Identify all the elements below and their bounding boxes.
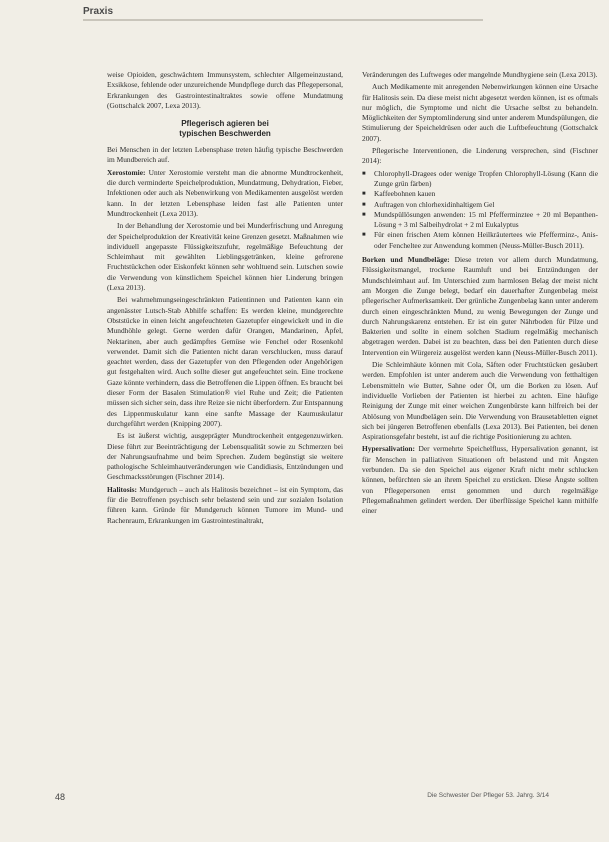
left-column (107, 70, 343, 528)
paragraph-text: Diese treten vor allem durch Mundatmung, Flüssigkeitsmangel, trockene Raumluft und bei Entzündungen der Mundschleimhaut auf. Im Unterschied zum harmlosen Belag der meist nicht am Morgen die Zunge belegt, bedarf ein dauerhafter Zungenbelag meist pflegerischer Aufmerksamkeit. Der grünliche Zungenbelag kann unter anderem durch einen eingeschränkten Mund, zu wenig Bewegungen der Zunge und durch Nahrungskarenz entstehen. Er ist ein guter Nährboden für Pilze und Bakterien und sollte in einem solchen Stadium regelmäßig mechanisch abgetragen werden. Dabei ist zu beachten, dass bei den Patienten durch diese Intervention ein Würgereiz ausgelöst werden kann (Neuss-Müller-Busch 2011). (362, 255, 598, 357)
intro-paragraph: weise Opioiden, geschwächtem Immunsystem, schlechter Allgemeinzustand, Exsikkose, fehlende oder unzureichende Mundpflege durch das Pflegepersonal, Erkrankungen des Gastrointestinaltraktes sowie offene Mundatmung (Gottschalck 2007, Lexa 2013). (107, 70, 343, 110)
journal-footer: Die Schwester Der Pfleger 53. Jahrg. 3/14 (427, 792, 549, 799)
hypersalivation-paragraph (362, 444, 598, 516)
paragraph: Bei Menschen in der letzten Lebensphase treten häufig typische Beschwerden im Mundbereich auf. (107, 145, 343, 165)
paragraph: Pflegerische Interventionen, die Linderung versprechen, sind (Fischner 2014): (362, 146, 598, 166)
subheading-line-1: Pflegerisch agieren bei (181, 119, 269, 129)
list-item: ■ Auftragen von chlorhexidinhaltigem Gel (372, 200, 598, 210)
paragraph: In der Behandlung der Xerostomie und bei Munderfrischung und Anregung der Speichelproduktion der Kreativität keine Grenzen gesetzt. Maßnahmen wie individuell angepasste Flüssigkeitszufuhr, regelmäßige Befeuchtung der Schleimhaut mit gewählten Lieblingsgetränken, kleine gefrorene Fruchtstückchen oder Eiskonfekt können sehr wohltuend sein. Lutschen sowie die Verwendung von künstlichem Speichel können hier Linderung bringen (Lexa 2013). (107, 221, 343, 293)
borken-paragraph (362, 255, 598, 358)
list-item: ■ Kaffeebohnen kauen (372, 189, 598, 199)
paragraph-text: Unter Xerostomie versteht man die abnorme Mundtrockenheit, die durch verminderte Speichelproduktion, Mundatmung, Dehydration, Fieber, Infektionen oder auch als Nebenwirkung von Medikamenten ausgelöst werden kann. In der letzten Lebensphase leiden fast alle Patienten unter Mundtrockenheit (Lexa 2013). (107, 167, 343, 218)
paragraph: Es ist äußerst wichtig, ausgeprägter Mundtrockenheit entgegenzuwirken. Diese führt zur Beeinträchtigung der Lebensqualität sowie zu Schmerzen bei der Nahrungsaufnahme und beim Sprechen. Zudem begünstigt sie weitere pathologische Schleimhautveränderungen wie Candidiasis, Entzündungen und Geschmacksstörungen (Fischner 2014). (107, 431, 343, 482)
paragraph: Die Schleimhäute können mit Cola, Säften oder Fruchtstücken gesäubert werden. Empfohlen ist unter anderem auch die Verwendung von fetthaltigen Lebensmitteln wie Butter, Sahne oder Öl, um die Borken zu lösen. Auf individuelle Vorlieben der Patienten ist hierbei zu achten. Eine häufige Reinigung der Zunge mit einer weichen Zungenbürste kann hilfreich bei der Ablösung von Mundbelägen sein. Die Verwendung von Brausetabletten eignet sich bei jüngeren Betroffenen ebenfalls (Lexa 2013). Bei Patienten, bei denen Aspirationsgefahr besteht, ist auf die richtige Positionierung zu achten. (362, 360, 598, 442)
subheading (107, 119, 343, 139)
paragraph-lead: Halitosis: (107, 484, 137, 494)
paragraph: Bei wahrnehmungseingeschränkten Patientinnen und Patienten kann ein angenässter Lutsch-Stab Abhilfe schaffen: Es werden kleine, mundgerechte Obststücke in einen leicht angefeuchteten Gazetupfer eingewickelt und in die Mundhöhle gelegt. Gerne werden dafür Orangen, Mandarinen, Äpfel, Nektarinen, aber auch gedämpftes Gemüse wie Fenchel oder Rosenkohl verwendet. Damit sich die Patienten nicht daran verschlucken, muss darauf geachtet werden, dass der Gazetupfer von den Pflegenden oder Angehörigen gut festgehalten wird. Auch sollte dieser gut angefeuchtet sein. Eine trockene Gaze könnte verhindern, dass die Betroffenen die Lippen öffnen. Es braucht bei dieser Form der Basalen Stimulation® viel Ruhe und Zeit; die Patienten müssen sich sicher sein, dass ihre Reize sie nicht überfordern. Zur Entspannung des Lippenmuskulatur kann eine sanfte Massage der Kaumuskulatur durchgeführt werden (Knipping 2007). (107, 295, 343, 428)
header-divider (83, 19, 483, 21)
section-header: Praxis (83, 6, 114, 17)
paragraph-text: Der vermehrte Speichelfluss, Hypersalivation genannt, ist für Menschen in palliativen Situationen oft belastend und mit Ängsten verbunden. Da sie den Speichel aus eigener Kraft nicht mehr schlucken können, befürchten sie an ihrem Speichel zu ersticken. Diese Ängste sollten von Pflegepersonen ernst genommen und durch regelmäßige Pflegemaßnahmen gelindert werden. Der überflüssige Speichel kann mithilfe einer (362, 444, 598, 516)
right-column (362, 70, 598, 518)
xerostomie-paragraph (107, 168, 343, 219)
paragraph-lead: Xerostomie: (107, 167, 146, 177)
list-item: ■ Mundspüllösungen anwenden: 15 ml Pfefferminztee + 20 ml Bepanthen-Lösung + 3 ml Salbeihydrolat + 2 ml Eukalyptus (372, 210, 598, 231)
paragraph-text: Mundgeruch – auch als Halitosis bezeichnet – ist ein Symptom, das für die Betroffenen psychisch sehr belastend sein und zur sozialen Isolation führen kann. Gründe für Mundgeruch können Tumore im Mund- und Rachenraum, Erkrankungen im Gastrointestinaltrakt, (107, 484, 343, 525)
halitosis-paragraph (107, 485, 343, 526)
paragraph: Veränderungen des Luftweges oder mangelnde Mundhygiene sein (Lexa 2013). (362, 70, 598, 79)
intervention-list (362, 169, 598, 251)
page-number: 48 (55, 792, 66, 802)
list-item: ■ Chlorophyll-Dragees oder wenige Tropfen Chlorophyll-Lösung (Kann die Zunge grün färben) (372, 169, 598, 190)
paragraph-lead: Hypersalivation: (362, 444, 415, 454)
paragraph-lead: Borken und Mundbeläge: (362, 255, 450, 265)
subheading-line-2: typischen Beschwerden (179, 129, 271, 139)
paragraph: Auch Medikamente mit anregenden Nebenwirkungen können eine Ursache für Halitosis sein. Da diese meist nicht abgesetzt werden können, ist es oftmals nur möglich, die Symptome und nicht die Ursache selbst zu behandeln. Möglichkeiten der Symptomlinderung sind unter anderem Mundspülungen, die Stimulierung der Speicheldrüsen oder auch die Luftbefeuchtung (Gottschalck 2007). (362, 82, 598, 143)
list-item: ■ Für einen frischen Atem können Heilkräutertees wie Pfefferminz-, Anis- oder Fencheltee zur Anwendung kommen (Neuss-Müller-Busch 2011). (372, 230, 598, 251)
